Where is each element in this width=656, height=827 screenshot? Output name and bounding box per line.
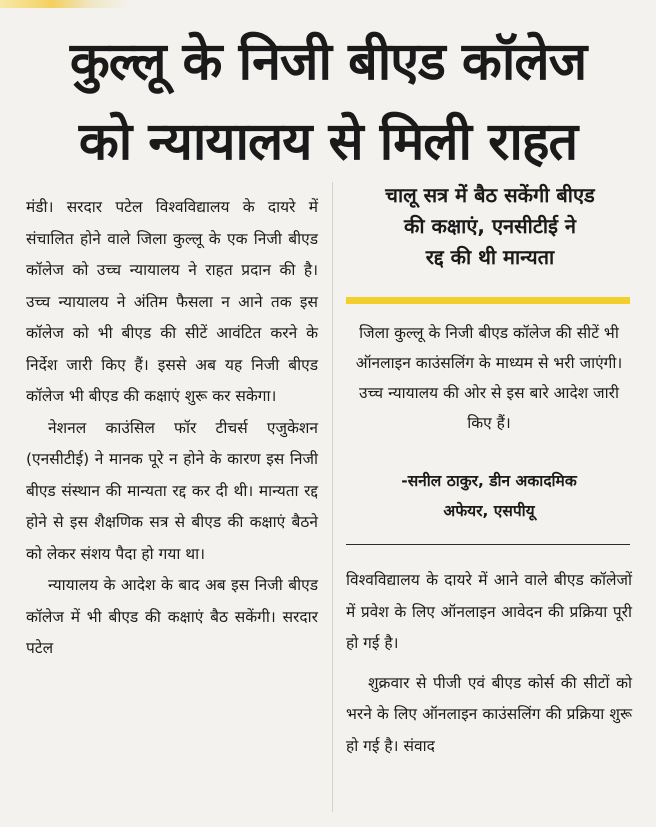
subheadline-line-3: रद्द की थी मान्यता	[425, 245, 555, 269]
section-rule	[346, 544, 630, 545]
left-paragraph-3: न्यायालय के आदेश के बाद अब इस निजी बीएड कॉलेज में भी बीएड की कक्षाएं बैठ सकेंगी। सरदार पटेल	[26, 576, 318, 657]
headline-line-1: कुल्लू के निजी बीएड कॉलेज	[69, 32, 587, 92]
top-color-strip	[0, 0, 656, 8]
headline	[0, 22, 656, 182]
quote-text: जिला कुल्लू के निजी बीएड कॉलेज की सीटें भी ऑनलाइन काउंसलिंग के माध्यम से भरी जाएंगी। उच्च न्यायालय की ओर से इस बारे आदेश जारी किए हैं।	[355, 324, 623, 432]
left-article-column	[26, 192, 318, 665]
right-paragraph-1: विश्वविद्यालय के दायरे में आने वाले बीएड कॉलेजों में प्रवेश के लिए ऑनलाइन आवेदन की प्रक्रिया पूरी हो गई है।	[346, 571, 632, 652]
headline-line-2: को न्यायालय से मिली राहत	[78, 112, 578, 172]
subheadline-line-1: चालू सत्र में बैठ सकेंगी बीएड	[385, 183, 595, 207]
left-paragraph-1: मंडी। सरदार पटेल विश्वविद्यालय के दायरे में संचालित होने वाले जिला कुल्लू के एक निजी बीएड कॉलेज को उच्च न्यायालय ने राहत प्रदान की है। उच्च न्यायालय ने अंतिम फैसला न आने तक इस कॉलेज को भी बीएड की सीटें आवंटित करने के निर्देश जारी किए हैं। इससे अब यह निजी बीएड कॉलेज भी बीएड की कक्षाएं शुरू कर सकेगा।	[26, 198, 318, 405]
subheadline	[346, 180, 634, 273]
attribution-line-2: अफेयर, एसपीयू	[443, 502, 535, 520]
right-article-column	[346, 565, 632, 762]
quote-attribution	[348, 466, 630, 526]
column-divider	[332, 182, 333, 812]
attribution-line-1: -सनील ठाकुर, डीन अकादमिक	[401, 472, 577, 490]
accent-bar	[346, 297, 630, 304]
right-paragraph-2: शुक्रवार से पीजी एवं बीएड कोर्स की सीटों को भरने के लिए ऑनलाइन काउंसलिंग की प्रक्रिया शुरू हो गई है। संवाद	[346, 673, 632, 755]
subheadline-line-2: की कक्षाएं, एनसीटीई ने	[403, 214, 576, 238]
left-paragraph-2: नेशनल काउंसिल फॉर टीचर्स एजुकेशन (एनसीटीई) ने मानक पूरे न होने के कारण इस निजी बीएड संस्थान की मान्यता रद्द कर दी थी। मान्यता रद्द होने से इस शैक्षणिक सत्र से बीएड की कक्षाएं बैठने को लेकर संशय पैदा हो गया था।	[26, 418, 318, 563]
